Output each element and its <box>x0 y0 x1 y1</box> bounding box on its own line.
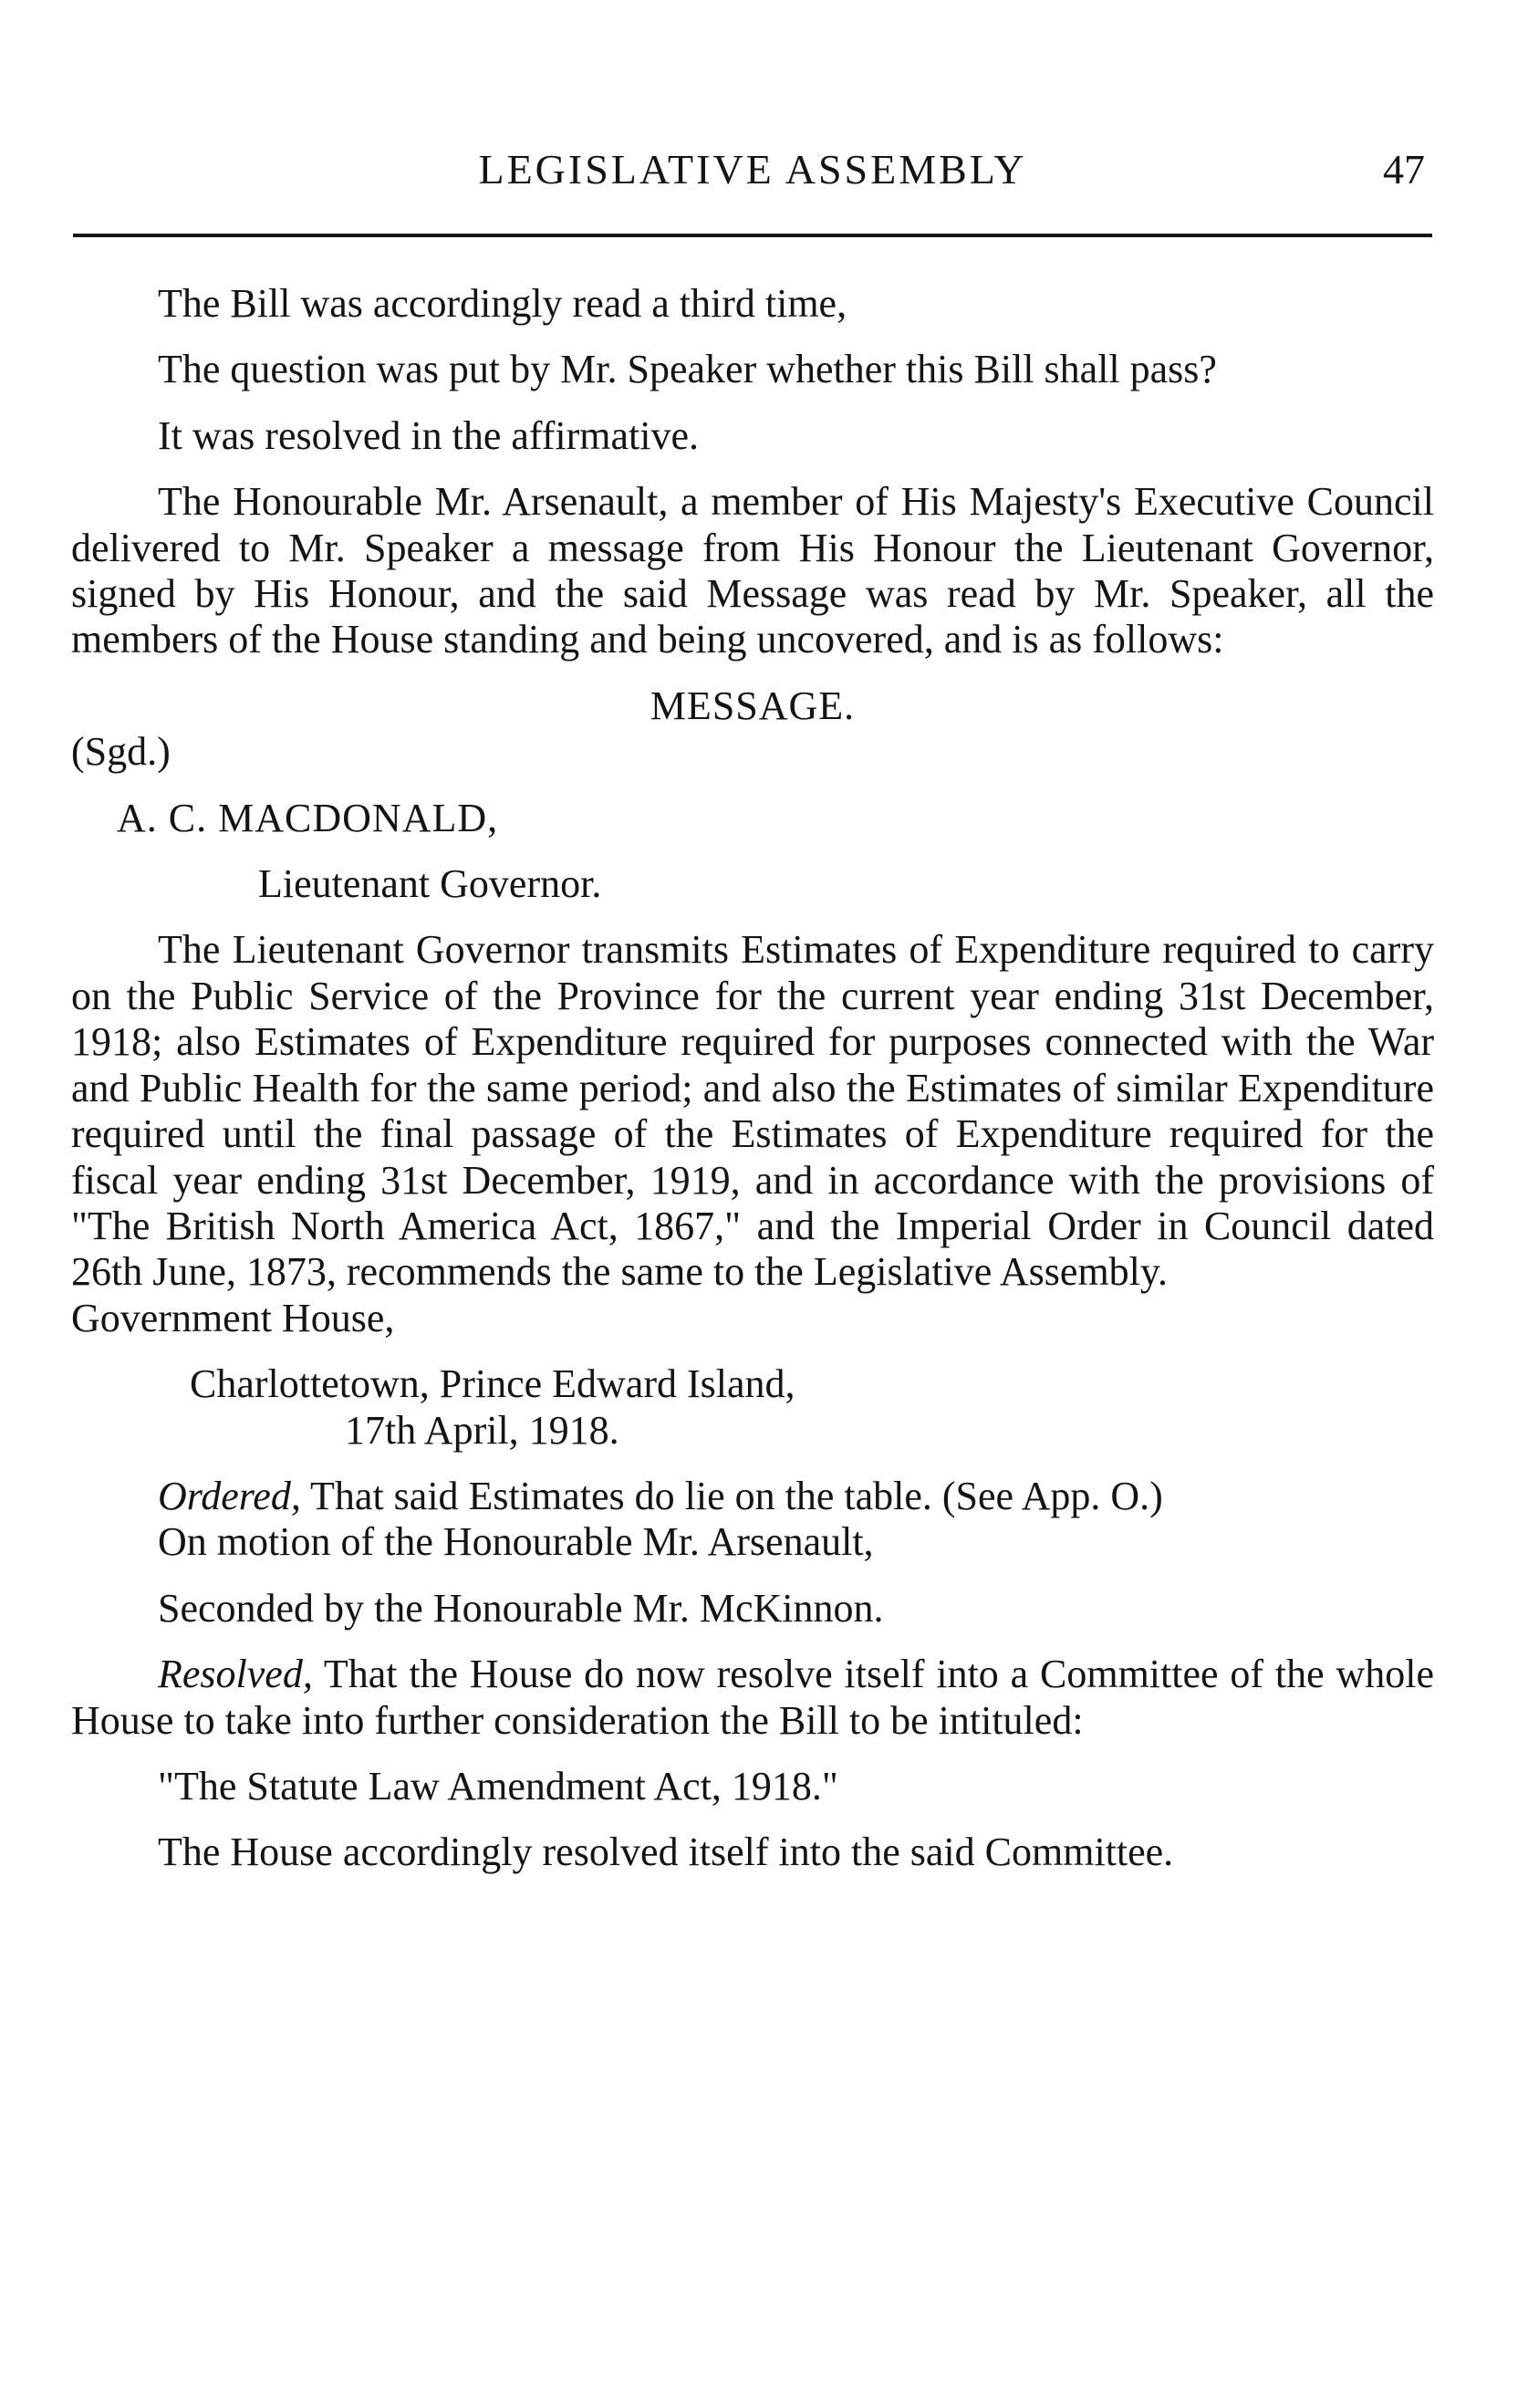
ordered-text: That said Estimates do lie on the table. (See App. O.) <box>310 1473 1163 1518</box>
paragraph-committee: The House accordingly resolved itself into the said Committee. <box>158 1829 1174 1875</box>
paragraph-message-delivery: The Honourable Mr. Arsenault, a member of His Majesty's Executive Council delivered to Mr. Speaker a message from His Honour the Lieutenant Governor, signed by His Honour, and the said Message was read by Mr. Speaker, all the members of the House standing and being uncovered, and is as follows: <box>71 479 1434 662</box>
paragraph-question: The question was put by Mr. Speaker whether this Bill shall pass? <box>158 347 1217 392</box>
page-number: 47 <box>1383 146 1425 193</box>
running-title: LEGISLATIVE ASSEMBLY <box>478 146 1027 193</box>
resolved-text: That the House do now resolve itself into a Committee of the whole House to take into further consideration the Bill to be intituled: <box>71 1652 1434 1743</box>
header-rule <box>73 234 1432 237</box>
paragraph-third-reading: The Bill was accordingly read a third time, <box>158 281 847 326</box>
page-body <box>71 281 1434 1876</box>
page-header <box>73 141 1432 205</box>
signatory-title: Lieutenant Governor. <box>258 861 602 907</box>
date-line: 17th April, 1918. <box>345 1407 619 1453</box>
act-title: "The Statute Law Amendment Act, 1918." <box>158 1763 838 1809</box>
government-house: Government House, <box>71 1295 395 1340</box>
paragraph-seconded: Seconded by the Honourable Mr. McKinnon. <box>158 1585 884 1631</box>
signed-mark: (Sgd.) <box>71 729 171 775</box>
paragraph-resolved-affirmative: It was resolved in the affirmative. <box>158 412 699 458</box>
paragraph-estimates: The Lieutenant Governor transmits Estimates of Expenditure required to carry on the Public Service of the Province for the current year ending 31st December, 1918; also Estimates of Expenditure required for purposes connected with the War and Public Health for the same period; and also the Estimates of similar Expenditure required until the final passage of the Estimates of Expenditure required for the fiscal year ending 31st December, 1919, and in accordance with the provisions of "The British North America Act, 1867," and the Imperial Order in Council dated 26th June, 1873, recommends the same to the Legislative Assembly. <box>71 927 1434 1295</box>
signatory-name: A. C. MACDONALD, <box>117 795 499 840</box>
paragraph-resolved <box>71 1652 1434 1744</box>
message-heading: MESSAGE. <box>650 683 856 728</box>
place-line: Charlottetown, Prince Edward Island, <box>190 1361 795 1407</box>
paragraph-motion: On motion of the Honourable Mr. Arsenault, <box>158 1519 874 1565</box>
ordered-label: Ordered, <box>158 1473 301 1518</box>
resolved-label: Resolved, <box>158 1652 313 1697</box>
paragraph-ordered <box>71 1474 1434 1519</box>
